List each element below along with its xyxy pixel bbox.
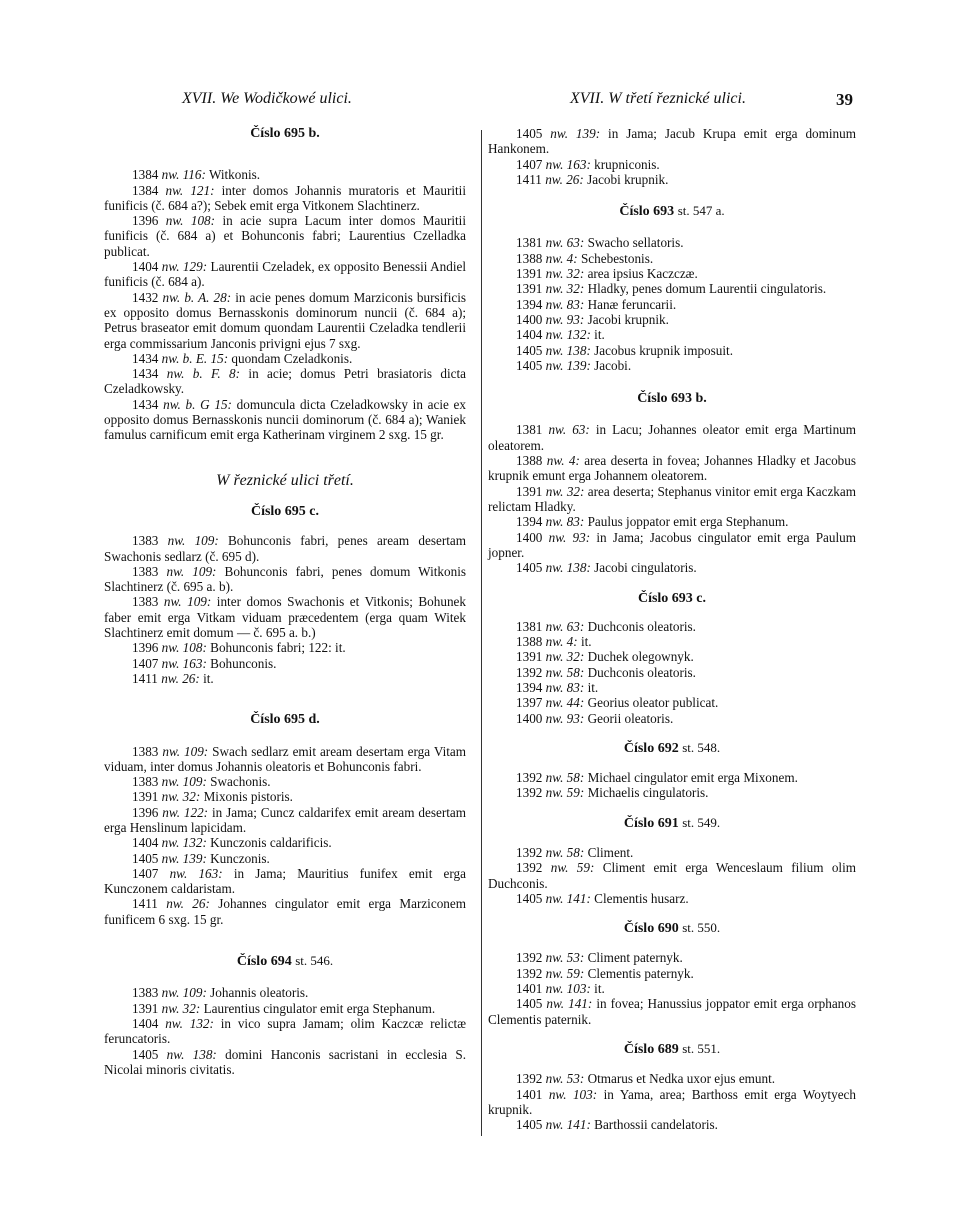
register-entry — [488, 312, 856, 327]
entry-year: 1388 — [516, 634, 543, 650]
heading-number: Číslo 694 — [236, 954, 292, 970]
register-entry — [104, 594, 466, 640]
entry-text: in Jama; Cuncz caldarifex emit aream desertam erga Henslinum lapicidam. — [104, 804, 467, 835]
heading-street-number: st. 546. — [295, 953, 334, 969]
entry-text: Mixonis pistoris. — [203, 789, 293, 805]
entry-text: Johannis oleatoris. — [210, 985, 309, 1001]
section-heading — [488, 740, 856, 756]
entry-text: Duchconis oleatoris. — [587, 664, 696, 680]
entry-text: Swachonis. — [210, 774, 271, 790]
entry-year: 1383 — [132, 533, 159, 549]
entry-text: Bohunconis fabri; 122: it. — [210, 640, 346, 656]
entry-reference: nw. 53: — [545, 1071, 585, 1087]
entry-text: Johannes cingulator emit erga Marziconem funificem 6 sxg. 15 gr. — [104, 896, 467, 927]
register-entry — [488, 950, 856, 965]
entry-year: 1396 — [132, 804, 159, 820]
register-entry — [104, 533, 466, 564]
entry-text: Laurentii Czeladek, ex opposito Benessii Andiel funificis (č. 684 a). — [104, 259, 467, 290]
entry-text: Hanæ feruncarii. — [587, 296, 677, 312]
entry-year: 1434 — [132, 366, 159, 382]
entry-text: area ipsius Kaczczæ. — [587, 266, 698, 282]
left-column — [104, 126, 466, 1077]
entry-text: Schebestonis. — [580, 250, 654, 266]
entry-year: 1397 — [516, 695, 543, 711]
entry-reference: nw. b. A. 28: — [162, 289, 232, 305]
entry-text: Bohunconis fabri, penes domum Witkonis Slachtinerz (č. 695 a. b). — [104, 563, 467, 595]
register-entry — [488, 358, 856, 373]
entry-reference: nw. b. E. 15: — [161, 350, 229, 366]
entry-text: Climent. — [587, 844, 634, 860]
entry-year: 1392 — [516, 664, 543, 680]
entry-year: 1400 — [516, 311, 543, 327]
entry-reference: nw. 163: — [161, 655, 207, 671]
register-entry — [488, 860, 856, 891]
heading-number: Číslo 695 d. — [250, 712, 320, 728]
register-entry — [104, 656, 466, 671]
register-entry — [488, 996, 856, 1027]
entry-reference: nw. 32: — [161, 1000, 201, 1016]
register-entry — [488, 649, 856, 664]
entry-reference: nw. 139: — [545, 357, 591, 373]
entry-reference: nw. 132: — [545, 327, 591, 343]
entry-text: Bohunconis. — [210, 655, 277, 671]
entry-year: 1411 — [516, 171, 542, 187]
entry-text: krupniconis. — [594, 156, 660, 172]
register-entry — [488, 530, 856, 561]
register-entry — [488, 1071, 856, 1086]
entry-reference: nw. 58: — [545, 770, 585, 786]
entry-text: Georii oleatoris. — [587, 710, 674, 726]
entry-text: area deserta; Stephanus vinitor emit erga Kaczkam relictam Hladky. — [488, 483, 857, 514]
entry-text: Barthossii candelatoris. — [594, 1117, 718, 1133]
entry-reference: nw. 58: — [545, 664, 585, 680]
entry-text: Jacobi krupnik. — [587, 171, 669, 187]
entry-reference: nw. 26: — [545, 171, 584, 187]
entry-text: Swacho sellatoris. — [587, 235, 684, 251]
page-number: 39 — [836, 90, 853, 109]
entry-year: 1405 — [516, 1117, 543, 1133]
entry-reference: nw. 58: — [545, 844, 585, 860]
entry-year: 1381 — [516, 618, 543, 634]
entry-text: Kunczonis. — [210, 850, 270, 866]
entry-reference: nw. 63: — [545, 618, 585, 634]
register-entry — [488, 126, 856, 157]
entry-year: 1383 — [132, 985, 159, 1001]
right-column — [488, 126, 856, 1132]
register-entry — [488, 422, 856, 453]
entry-year: 1404 — [132, 835, 159, 851]
register-entry — [488, 266, 856, 281]
entry-reference: nw. 132: — [161, 835, 207, 851]
entry-text: area deserta in fovea; Johannes Hladky et Jacobus krupnik emunt erga Johannem oleatorem. — [488, 453, 857, 484]
register-entry — [104, 290, 466, 351]
register-entry — [488, 560, 856, 575]
section-heading — [488, 391, 856, 406]
entry-reference: nw. 32: — [545, 281, 585, 297]
entry-reference: nw. 122: — [162, 804, 209, 820]
register-entry — [488, 514, 856, 529]
register-entry — [104, 1047, 466, 1078]
entry-reference: nw. 138: — [545, 560, 591, 576]
entry-text: in acie; domus Petri brasiatoris dicta Czeladkowsky. — [104, 366, 466, 397]
entry-year: 1400 — [516, 529, 543, 545]
entry-year: 1388 — [516, 250, 543, 266]
heading-number: Číslo 693 b. — [637, 391, 707, 407]
entry-reference: nw. 63: — [548, 422, 590, 438]
register-entry — [488, 297, 856, 312]
heading-street-number: st. 549. — [682, 814, 721, 830]
entry-text: in Jama; Jacobus cingulator emit erga Paulum jopner. — [488, 529, 856, 560]
entry-text: Jacobus krupnik imposuit. — [594, 342, 733, 358]
column-divider — [481, 130, 482, 1136]
entry-reference: nw. 4: — [546, 453, 580, 469]
entry-reference: nw. 109: — [161, 774, 207, 790]
entry-reference: nw. 32: — [161, 789, 201, 805]
heading-street-number: st. 550. — [682, 920, 721, 936]
entry-year: 1392 — [516, 770, 543, 786]
entry-text: Michael cingulator emit erga Mixonem. — [587, 770, 798, 786]
section-heading — [488, 1041, 856, 1057]
entry-year: 1404 — [132, 1015, 159, 1031]
entry-year: 1383 — [132, 594, 159, 610]
entry-text: it. — [580, 634, 592, 650]
entry-text: in Lacu; Johannes oleator emit erga Martinum oleatorem. — [488, 422, 857, 453]
entry-year: 1384 — [132, 182, 159, 198]
entry-reference: nw. 163: — [545, 156, 591, 172]
entry-year: 1405 — [516, 342, 543, 358]
entry-text: Otmarus et Nedka uxor ejus emunt. — [587, 1071, 776, 1087]
register-entry — [488, 157, 856, 172]
entry-text: in Yama, area; Barthoss emit erga Woytyech krupnik. — [488, 1086, 856, 1117]
entry-year: 1434 — [132, 350, 159, 366]
entry-reference: nw. 4: — [545, 250, 578, 266]
heading-number: Číslo 695 b. — [250, 126, 320, 141]
register-entry — [104, 397, 466, 443]
entry-reference: nw. b. G 15: — [163, 396, 232, 412]
entry-reference: nw. 129: — [161, 259, 208, 275]
register-entry — [104, 805, 466, 836]
entry-reference: nw. 53: — [545, 950, 585, 966]
entry-text: Duchconis oleatoris. — [587, 618, 696, 634]
register-entry — [488, 172, 856, 187]
register-entry — [104, 183, 466, 214]
entry-reference: nw. 32: — [545, 266, 585, 282]
register-entry — [104, 167, 466, 182]
register-entry — [488, 845, 856, 860]
entry-text: domuncula dicta Czeladkowsky in acie ex opposito domus Bernasskonis nuncii dominorum (č. 684 a); Waniek famulus carnificum emit erga Katherinam virginem 2 sxg. 15 gr. — [104, 396, 467, 443]
register-entry — [104, 1016, 466, 1047]
entry-text: Clementis husarz. — [594, 890, 689, 906]
entry-reference: nw. 139: — [550, 126, 601, 141]
register-entry — [104, 744, 466, 775]
heading-number: Číslo 693 c. — [637, 591, 707, 607]
entry-year: 1391 — [132, 1000, 159, 1016]
register-entry — [104, 896, 466, 927]
entry-reference: nw. 138: — [166, 1046, 217, 1062]
entry-year: 1384 — [132, 167, 159, 183]
entry-year: 1391 — [516, 649, 543, 665]
entry-year: 1434 — [132, 396, 159, 412]
entry-text: it. — [594, 327, 605, 343]
register-entry — [488, 680, 856, 695]
register-entry — [104, 985, 466, 1000]
entry-reference: nw. 141: — [545, 1117, 591, 1133]
entry-reference: nw. 109: — [163, 594, 212, 610]
entry-text: Clementis paternyk. — [587, 965, 694, 981]
entry-reference: nw. 163: — [169, 865, 223, 881]
register-entry — [488, 327, 856, 342]
entry-text: Jacobi. — [594, 357, 632, 373]
entry-reference: nw. 59: — [545, 965, 585, 981]
entry-year: 1396 — [132, 213, 159, 229]
street-title: W řeznické ulici třetí. — [216, 471, 354, 489]
register-entry — [488, 634, 856, 649]
entry-year: 1405 — [516, 996, 543, 1012]
entry-year: 1394 — [516, 514, 543, 530]
register-entry — [104, 259, 466, 290]
entry-reference: nw. b. F. 8: — [166, 366, 241, 382]
entry-reference: nw. 83: — [545, 679, 585, 695]
entry-text: Kunczonis caldarificis. — [210, 835, 332, 851]
entry-text: it. — [587, 679, 599, 695]
entry-text: in acie supra Lacum inter domos Mauritii funificis (č. 684 a) et Bohunconis fabri; Laurentius Czelladka publicat. — [104, 213, 466, 259]
entry-text: Witkonis. — [208, 167, 261, 183]
register-entry — [488, 453, 856, 484]
entry-text: quondam Czeladkonis. — [231, 350, 353, 366]
entry-year: 1400 — [516, 710, 543, 726]
entry-reference: nw. 103: — [548, 1086, 598, 1102]
register-entry — [488, 235, 856, 250]
entry-reference: nw. 59: — [545, 785, 585, 801]
entry-text: Michaelis cingulatoris. — [587, 785, 709, 801]
entry-year: 1392 — [516, 785, 543, 801]
entry-reference: nw. 32: — [545, 483, 585, 499]
header-left-title: XVII. We Wodičkowé ulici. — [182, 90, 352, 107]
entry-year: 1432 — [132, 289, 159, 305]
entry-text: Climent emit erga Wenceslaum filium olim Duchconis. — [488, 860, 857, 891]
heading-street-number: st. 548. — [682, 739, 721, 755]
entry-year: 1391 — [516, 281, 543, 297]
register-entry — [488, 484, 856, 515]
entry-text: Laurentius cingulator emit erga Stephanum. — [203, 1000, 436, 1016]
section-heading — [104, 504, 466, 519]
section-heading — [488, 920, 856, 936]
register-entry — [488, 1087, 856, 1118]
entry-year: 1411 — [132, 896, 158, 912]
entry-reference: nw. 121: — [165, 182, 215, 198]
register-entry — [104, 866, 466, 897]
entry-year: 1391 — [516, 483, 543, 499]
entry-year: 1383 — [132, 743, 159, 759]
entry-year: 1405 — [516, 357, 543, 373]
register-entry — [488, 251, 856, 266]
entry-reference: nw. 109: — [166, 563, 217, 579]
register-entry — [488, 281, 856, 296]
entry-year: 1383 — [132, 774, 159, 790]
entry-year: 1391 — [516, 266, 543, 282]
register-entry — [104, 1001, 466, 1016]
entry-text: Paulus joppator emit erga Stephanum. — [587, 514, 789, 530]
entry-reference: nw. 83: — [545, 514, 585, 530]
entry-reference: nw. 26: — [166, 896, 210, 912]
entry-year: 1405 — [132, 850, 159, 866]
register-entry — [488, 966, 856, 981]
entry-reference: nw. 108: — [165, 213, 216, 229]
entry-reference: nw. 138: — [545, 342, 591, 358]
entry-reference: nw. 83: — [545, 296, 585, 312]
running-header — [0, 90, 960, 114]
section-heading — [104, 953, 466, 969]
register-entry — [104, 671, 466, 686]
heading-number: Číslo 689 — [623, 1041, 679, 1057]
entry-reference: nw. 141: — [546, 996, 593, 1012]
entry-text: inter domos Swachonis et Vitkonis; Bohunek faber emit erga Vitkam viduam præcedentem (erga quam Witek Slachtinerz emit domum — č. 695 a. b.) — [104, 594, 467, 641]
entry-reference: nw. 141: — [545, 890, 591, 906]
entry-text: Bohunconis fabri, penes aream desertam Swachonis sedlarz (č. 695 d). — [104, 533, 466, 564]
register-entry — [488, 695, 856, 710]
register-entry — [488, 891, 856, 906]
entry-year: 1404 — [516, 327, 543, 343]
entry-reference: nw. 109: — [161, 985, 207, 1001]
heading-number: Číslo 695 c. — [250, 503, 320, 519]
entry-reference: nw. 109: — [167, 533, 219, 549]
entry-text: Georius oleator publicat. — [587, 695, 719, 711]
heading-number: Číslo 693 — [619, 204, 675, 220]
entry-text: it. — [594, 981, 605, 997]
entry-text: it. — [203, 670, 214, 686]
entry-year: 1392 — [516, 860, 543, 876]
section-heading — [488, 203, 856, 219]
entry-year: 1392 — [516, 844, 543, 860]
register-entry — [488, 619, 856, 634]
entry-year: 1404 — [132, 259, 159, 275]
entry-year: 1407 — [132, 865, 159, 881]
section-heading — [104, 126, 466, 141]
entry-reference: nw. 132: — [165, 1015, 214, 1031]
register-entry — [488, 665, 856, 680]
entry-year: 1394 — [516, 679, 543, 695]
entry-text: in Jama; Jacub Krupa emit erga dominum Hankonem. — [488, 126, 856, 157]
entry-text: Duchek olegownyk. — [587, 649, 694, 665]
heading-number: Číslo 691 — [623, 815, 679, 831]
entry-text: Hladky, penes domum Laurentii cingulatoris. — [587, 281, 827, 297]
register-entry — [488, 981, 856, 996]
entry-year: 1405 — [516, 126, 543, 141]
entry-year: 1396 — [132, 640, 159, 656]
register-entry — [104, 789, 466, 804]
entry-year: 1401 — [516, 981, 543, 997]
entry-year: 1405 — [516, 560, 543, 576]
entry-text: Jacobi cingulatoris. — [594, 560, 697, 576]
section-heading — [104, 712, 466, 727]
entry-reference: nw. 108: — [161, 640, 207, 656]
entry-year: 1392 — [516, 1071, 543, 1087]
entry-text: Swach sedlarz emit aream desertam erga Vitam viduam, inter domus Johannis oleatoris et Bohunconis fabri. — [104, 743, 467, 774]
entry-reference: nw. 26: — [161, 670, 200, 686]
entry-reference: nw. 103: — [545, 981, 591, 997]
entry-reference: nw. 63: — [545, 235, 585, 251]
entry-text: Climent paternyk. — [587, 950, 683, 966]
register-entry — [104, 835, 466, 850]
heading-number: Číslo 692 — [623, 740, 679, 756]
entry-text: domini Hanconis sacristani in ecclesia S. Nicolai minoris civitatis. — [104, 1046, 467, 1077]
heading-number: Číslo 690 — [623, 921, 679, 937]
entry-text: Jacobi krupnik. — [587, 311, 669, 327]
entry-year: 1401 — [516, 1086, 543, 1102]
entry-year: 1407 — [132, 655, 159, 671]
entry-year: 1388 — [516, 453, 543, 469]
register-entry — [104, 774, 466, 789]
entry-year: 1383 — [132, 563, 159, 579]
entry-year: 1381 — [516, 235, 543, 251]
entry-reference: nw. 93: — [548, 529, 591, 545]
header-right-title: XVII. W třetí řeznické ulici. — [570, 90, 746, 107]
register-entry — [104, 366, 466, 397]
entry-year: 1392 — [516, 965, 543, 981]
register-entry — [104, 640, 466, 655]
register-entry — [488, 1117, 856, 1132]
register-entry — [104, 351, 466, 366]
entry-year: 1381 — [516, 422, 543, 438]
entry-text: in vico supra Jamam; olim Kaczcæ relictæ feruncatoris. — [104, 1015, 467, 1047]
entry-text: in Jama; Mauritius funifex emit erga Kunczonem caldaristam. — [104, 865, 466, 897]
entry-reference: nw. 32: — [545, 649, 585, 665]
heading-street-number: st. 547 a. — [677, 203, 725, 219]
entry-reference: nw. 44: — [545, 695, 585, 711]
register-entry — [104, 213, 466, 259]
entry-year: 1394 — [516, 296, 543, 312]
entry-reference: nw. 4: — [545, 634, 578, 650]
entry-text: inter domos Johannis muratoris et Mauritii funificis (č. 684 a?); Sebek emit erga Vitkonem Slachtinerz. — [104, 182, 466, 213]
entry-text: in acie penes domum Marziconis bursificis ex opposito domus Bernasskonis dominorum nuncii (č. 684 a); Petrus braseator emit domum quondam Laurentii Czeladka tendlerii erga commissarium Janconis privigni ejus 7 sxg. — [104, 289, 467, 351]
entry-reference: nw. 59: — [550, 860, 595, 876]
entry-year: 1392 — [516, 950, 543, 966]
section-heading — [488, 815, 856, 831]
register-entry — [104, 564, 466, 595]
entry-year: 1405 — [516, 890, 543, 906]
entry-reference: nw. 93: — [545, 710, 585, 726]
section-heading — [488, 591, 856, 606]
entry-year: 1391 — [132, 789, 159, 805]
entry-year: 1405 — [132, 1046, 159, 1062]
register-entry — [488, 770, 856, 785]
register-entry — [104, 851, 466, 866]
entry-year: 1407 — [516, 156, 543, 172]
register-entry — [488, 711, 856, 726]
entry-reference: nw. 109: — [162, 743, 209, 759]
entry-reference: nw. 139: — [161, 850, 207, 866]
entry-reference: nw. 116: — [161, 167, 206, 183]
entry-text: in fovea; Hanussius joppator emit erga orphanos Clementis paternik. — [488, 996, 856, 1027]
register-entry — [488, 343, 856, 358]
register-entry — [488, 785, 856, 800]
entry-reference: nw. 93: — [545, 311, 585, 327]
entry-year: 1411 — [132, 670, 158, 686]
heading-street-number: st. 551. — [682, 1040, 721, 1056]
